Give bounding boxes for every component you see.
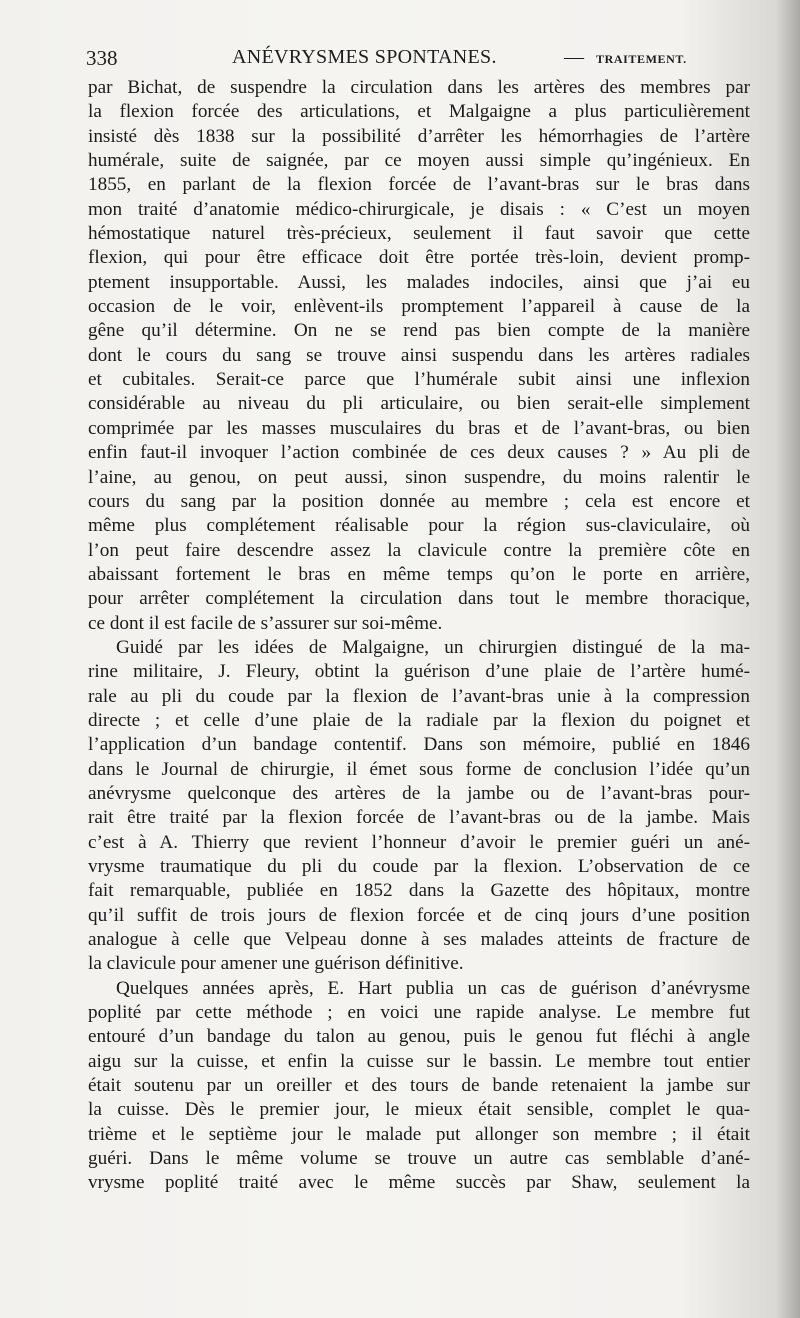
- text-line: par Bichat, de suspendre la circulation dans les artères des membres par: [88, 77, 750, 98]
- text-line: mon traité d’anatomie médico-chirurgicale, je disais : « C’est un moyen: [88, 198, 750, 220]
- text-line: guéri. Dans le même volume se trouve un autre cas semblable d’ané-: [88, 1148, 750, 1170]
- text-line: comprimée par les masses musculaires du bras et de l’avant-bras, ou bien: [88, 417, 750, 439]
- text-line: même plus complétement réalisable pour la région sus-claviculaire, où: [88, 515, 750, 537]
- page-number: 338: [86, 46, 118, 70]
- text-line: qu’il suffit de trois jours de flexion forcée et de cinq jours d’une position: [88, 904, 750, 926]
- text-line: flexion, qui pour être efficace doit être portée très-loin, devient promp-: [88, 247, 750, 269]
- text-line: hémostatique naturel très-précieux, seulement il faut savoir que cette: [88, 223, 750, 245]
- text-line: considérable au niveau du pli articulaire, ou bien serait-elle simplement: [88, 393, 750, 415]
- text-line: fait remarquable, publiée en 1852 dans la Gazette des hôpitaux, montre: [88, 880, 750, 902]
- text-line: l’aine, au genou, on peut aussi, sinon suspendre, du moins ralentir le: [88, 466, 750, 488]
- text-line: dans le Journal de chirurgie, il émet sous forme de conclusion l’idée qu’un: [88, 758, 750, 780]
- text-line: occasion de le voir, enlèvent-ils promptement l’appareil à cause de la: [88, 296, 750, 318]
- text-line: cours du sang par la position donnée au membre ; cela est encore et: [88, 490, 750, 512]
- text-line: rine militaire, J. Fleury, obtint la guérison d’une plaie de l’artère humé-: [88, 661, 750, 683]
- text-line: Quelques années après, E. Hart publia un cas de guérison d’anévrysme: [116, 977, 750, 999]
- text-line: trième et le septième jour le malade put allonger son membre ; il était: [88, 1123, 750, 1145]
- running-title: ANÉVRYSMES SPONTANES.: [232, 46, 497, 68]
- text-line: directe ; et celle d’une plaie de la radiale par la flexion du poignet et: [88, 709, 750, 731]
- text-line: analogue à celle que Velpeau donne à ses malades atteints de fracture de: [88, 929, 750, 951]
- text-line: aigu sur la cuisse, et enfin la cuisse sur le bassin. Le membre tout entier: [88, 1050, 750, 1072]
- text-line: gêne qu’il détermine. On ne se rend pas bien compte de la manière: [88, 320, 750, 342]
- section-title: TRAITEMENT.: [596, 52, 687, 66]
- text-line: Guidé par les idées de Malgaigne, un chirurgien distingué de la ma-: [116, 636, 750, 658]
- text-line: insisté dès 1838 sur la possibilité d’arrêter les hémorrhagies de l’artère: [88, 125, 750, 147]
- text-line: anévrysme quelconque des artères de la jambe ou de l’avant-bras pour-: [88, 782, 750, 804]
- text-line: pour arrêter complétement la circulation dans tout le membre thoracique,: [88, 588, 750, 610]
- text-line: abaissant fortement le bras en même temps qu’on le porte en arrière,: [88, 563, 750, 585]
- body-text: [88, 76, 750, 1196]
- text-line: ce dont il est facile de s’assurer sur soi-même.: [88, 612, 443, 634]
- text-line: la clavicule pour amener une guérison définitive.: [88, 953, 464, 975]
- running-header: [86, 46, 750, 70]
- text-line: vrysme traumatique du pli du coude par la flexion. L’observation de ce: [88, 856, 750, 877]
- text-line: ptement insupportable. Aussi, les malades indociles, ainsi que j’ai eu: [88, 271, 750, 293]
- text-line: c’est à A. Thierry que revient l’honneur d’avoir le premier guéri un ané-: [88, 831, 750, 853]
- text-line: rait être traité par la flexion forcée de l’avant-bras ou de la jambe. Mais: [88, 807, 750, 829]
- text-line: l’application d’un bandage contentif. Dans son mémoire, publié en 1846: [88, 734, 750, 756]
- text-line: enfin faut-il invoquer l’action combinée de ces deux causes ? » Au pli de: [88, 442, 750, 464]
- text-line: 1855, en parlant de la flexion forcée de l’avant-bras sur le bras dans: [88, 174, 750, 196]
- text-line: humérale, suite de saignée, par ce moyen aussi simple qu’ingénieux. En: [88, 150, 750, 172]
- text-line: rale au pli du coude par la flexion de l’avant-bras unie à la compression: [88, 685, 750, 707]
- header-separator: —: [564, 46, 584, 68]
- text-line: l’on peut faire descendre assez la clavicule contre la première côte en: [88, 539, 750, 561]
- text-line: la cuisse. Dès le premier jour, le mieux était sensible, complet le qua-: [88, 1099, 750, 1121]
- text-line: vrysme poplité traité avec le même succès par Shaw, seulement la: [88, 1172, 750, 1194]
- text-line: dont le cours du sang se trouve ainsi suspendu dans les artères radiales: [88, 344, 750, 366]
- text-line: était soutenu par un oreiller et des tours de bande retenaient la jambe sur: [88, 1075, 750, 1097]
- text-line: entouré d’un bandage du talon au genou, puis le genou fut fléchi à angle: [88, 1026, 750, 1048]
- text-line: poplité par cette méthode ; en voici une rapide analyse. Le membre fut: [88, 1002, 750, 1024]
- text-line: et cubitales. Serait-ce parce que l’humérale subit ainsi une inflexion: [88, 369, 750, 391]
- text-line: la flexion forcée des articulations, et Malgaigne a plus particulièrement: [88, 101, 750, 123]
